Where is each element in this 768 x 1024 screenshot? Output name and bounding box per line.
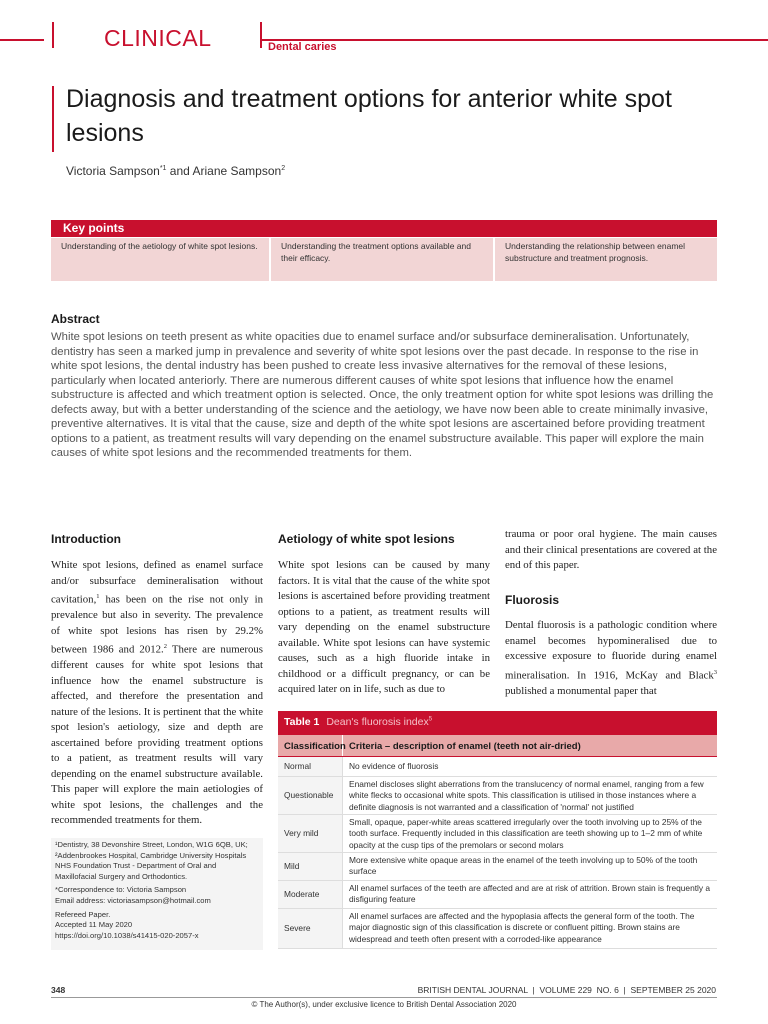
table-cell-criteria: All enamel surfaces of the teeth are affected and are at risk of attrition. Brown stain is frequently a disfiguring feature <box>349 883 711 905</box>
key-point-1: Understanding of the aetiology of white spot lesions. <box>51 238 269 281</box>
intro-text-part-2: has been on the rise not only in prevalence but also in severity. The prevalence of white spot lesions has risen by 29.2% between 1986 and 2012. <box>51 593 263 656</box>
table-header-classification: Classification <box>278 735 343 756</box>
table-label: Table 1 <box>284 716 320 728</box>
table-title <box>278 711 717 735</box>
table-cell-classification: Mild <box>278 853 343 880</box>
fluorosis-text <box>505 618 717 699</box>
author-2[interactable]: Ariane Sampson <box>192 164 282 178</box>
citation-1[interactable]: 1 <box>96 593 100 600</box>
authors <box>66 164 285 178</box>
table-cell-criteria: More extensive white opaque areas in the enamel of the teeth involving up to 50% of the tooth surface <box>349 855 698 877</box>
table-caption-text: Dean's fluorosis index <box>326 716 429 728</box>
email-address[interactable]: Email address: victoriasampson@hotmail.com <box>55 895 211 905</box>
journal-citation: BRITISH DENTAL JOURNAL | VOLUME 229 NO. 6 | SEPTEMBER 25 2020 <box>417 985 716 995</box>
copyright-notice: © The Author(s), under exclusive licence to British Dental Association 2020 <box>251 1000 517 1009</box>
aetiology-continued-text: trauma or poor oral hygiene. The main causes and their clinical presentations are covered at the end of this paper. <box>505 528 717 571</box>
refereed-label: Refereed Paper. <box>55 909 111 919</box>
table-caption <box>326 716 432 728</box>
table-row <box>278 757 717 777</box>
table-row <box>278 853 717 881</box>
intro-text-part-3: There are numerous different causes for white spot lesions that influence how the enamel substructure is affected, and therefore the presentation and nature of the lesions. It is pertinent that the white spot lesion's aetiology, size and depth are ascertained before providing treatment options to a patient, as treatment results will vary depending on the enamel substructure available. This paper will explore the main aetiologies of white spot lesions, the challenges and the recommended treatments for them. <box>51 643 264 827</box>
page-number: 348 <box>51 985 66 995</box>
table-row <box>278 881 717 909</box>
author-1-affil: *1 <box>159 165 167 172</box>
title-accent-bar <box>52 86 54 152</box>
article-title: Diagnosis and treatment options for anterior white spot lesions <box>66 85 672 147</box>
header-divider-right <box>260 22 262 48</box>
citation-3[interactable]: 3 <box>713 668 717 676</box>
table-header-row <box>278 735 717 757</box>
table-cell-classification: Severe <box>278 909 343 948</box>
header-rule-left <box>0 39 44 41</box>
section-label: CLINICAL <box>104 25 212 51</box>
table-cell-criteria: No evidence of fluorosis <box>349 761 439 771</box>
fluorosis-text-part-2: published a monumental paper that <box>505 684 657 697</box>
doi-link[interactable]: https://doi.org/10.1038/s41415-020-2057-x <box>55 930 199 940</box>
table-header-criteria: Criteria – description of enamel (teeth not air-dried) <box>349 741 581 752</box>
citation-2[interactable]: 2 <box>163 643 167 651</box>
table-citation[interactable]: 5 <box>428 716 433 723</box>
table-cell-classification: Moderate <box>278 881 343 908</box>
table-cell-classification: Normal <box>278 757 343 776</box>
table-1 <box>278 711 717 949</box>
table-cell-criteria: All enamel surfaces are affected and the hypoplasia affects the general form of the tooth. The major diagnostic sign of this classification is discrete or confluent pitting. Brown stains are widespread and teeth often present with a corroded-like appearance <box>349 911 695 944</box>
table-row <box>278 815 717 853</box>
table-cell-criteria: Enamel discloses slight aberrations from the translucency of normal enamel, ranging from a few white flecks to occasional white spots. This classification is utilised in those instances where a definite diagnosis is not warranted and a classification of 'normal' not justified <box>349 779 704 812</box>
key-points-header: Key points <box>51 220 717 237</box>
authors-and: and <box>166 164 193 178</box>
fluorosis-text-part-1: Dental fluorosis is a pathologic condition where enamel becomes hypomineralised due to excessive exposure to fluoride during enamel mineralisation. In 1916, McKay and Black <box>505 619 717 682</box>
header-divider-left <box>52 22 54 48</box>
intro-text-part-1: White spot lesions, defined as enamel surface and/or subsurface demineralisation without cavitation, <box>51 559 263 606</box>
table-row <box>278 777 717 815</box>
author-1[interactable]: Victoria Sampson <box>66 164 160 178</box>
abstract-text: White spot lesions on teeth present as white opacities due to enamel surface and/or subsurface demineralisation. Unfortunately, dentistry has seen a marked jump in prevalence and severity of white spot lesions over the past decade. In response to the rise in white spot lesions, the dental industry has been pushed to create less invasive alternatives for the removal of these lesions, particularly when located anteriorly. There are numerous different causes of white spot lesions that influence how the enamel substructure is affected and which treatment option is selected. Once, the only treatment option for white spot lesions was drilling the defects away, but with a better understanding of the science and the aetiology, we have now been able to create minimally invasive, preventive alternatives. It is vital that the cause, size and depth of the white spot lesions are ascertained before providing treatment options to a patient, as treatment results will vary depending on the enamel substructure available. This paper will explore the main causes of white spot lesions and the recommended treatments for them. <box>51 331 714 459</box>
aetiology-text: White spot lesions can be caused by many factors. It is vital that the cause of the white spot lesions is ascertained before providing treatment options to a patient, as treatment results will vary depending on the enamel substructure available. White spot lesions can have systemic causes, such as a high fluoride intake in childhood or a difficult pregnancy, or can be acquired later on in life, such as due to <box>278 559 490 695</box>
key-point-3: Understanding the relationship between enamel substructure and treatment prognosis. <box>495 238 717 281</box>
table-cell-classification: Questionable <box>278 777 343 814</box>
accepted-date: Accepted 11 May 2020 <box>55 920 133 930</box>
introduction-heading: Introduction <box>51 532 121 546</box>
affiliations-box <box>51 838 263 950</box>
key-point-2: Understanding the treatment options available and their efficacy. <box>271 238 493 281</box>
footer-divider <box>51 997 717 998</box>
aetiology-heading: Aetiology of white spot lesions <box>278 532 455 546</box>
affiliation-text: ¹Dentistry, 38 Devonshire Street, London, W1G 6QB, UK; ²Addenbrookes Hospital, Cambridge University Hospitals NHS Foundation Trust - Department of Oral and Maxillofacial Surgery and Orthodontics. <box>55 840 248 881</box>
table-cell-classification: Very mild <box>278 815 343 852</box>
correspondence: *Correspondence to: Victoria Sampson <box>55 885 187 895</box>
fluorosis-heading: Fluorosis <box>505 593 560 607</box>
topic-label: Dental caries <box>268 41 337 53</box>
abstract-heading: Abstract <box>51 312 100 326</box>
table-cell-criteria: Small, opaque, paper-white areas scattered irregularly over the tooth involving up to 25% of the tooth surface. Frequently included in this classification are teeth showing up to 1–2 mm of white opacity at the cusp tips of the premolars or second molars <box>349 817 703 850</box>
author-2-affil: 2 <box>281 165 286 172</box>
table-row <box>278 909 717 949</box>
introduction-text <box>51 558 263 829</box>
header-rule-right <box>262 39 768 41</box>
